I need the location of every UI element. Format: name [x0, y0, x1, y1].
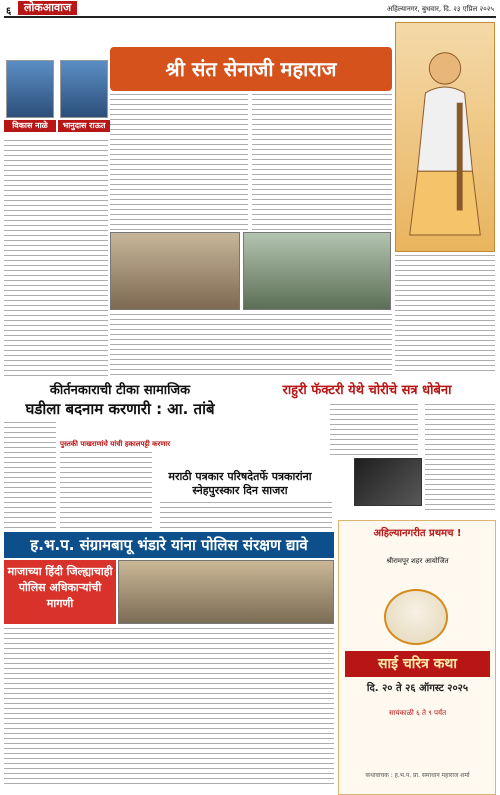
rahuri-text-2	[425, 404, 495, 514]
profile-photo-2	[60, 60, 108, 118]
mid-column-text-1	[110, 94, 248, 230]
ad-subtitle: श्रीरामपूर शहर आयोजित	[386, 557, 449, 565]
page-number: ६	[6, 6, 12, 17]
saint-figure-icon	[396, 23, 494, 251]
kirtan-kicker: कीर्तनकाराची टीका सामाजिक	[49, 383, 191, 398]
bottom-article-text	[4, 628, 334, 788]
rahuri-text-1	[330, 404, 418, 456]
mid-lower-text	[110, 314, 392, 378]
rahuri-headline: राहुरी फॅक्टरी येथे चोरीचे सत्र धोबेना	[282, 383, 452, 398]
kirtan-subhead: पुस्तकी पाखराणांचे यांची हकालपट्टी करणार	[60, 440, 171, 448]
page-header	[4, 2, 496, 18]
saint-illustration	[395, 22, 495, 252]
kirtan-headline: घडीला बदनाम करणारी : आ. तांबे	[25, 400, 215, 418]
masthead: लोकआवाज	[18, 1, 77, 15]
ad-time: सायंकाळी ६ ते ९ पर्यंत	[388, 709, 447, 717]
highlight-box: माजाच्या हिंदी जिल्ह्याचाही पोलिस अधिकाऱ्यांची मागणी	[4, 560, 116, 624]
big-headline: ह.भ.प. संग्रामबापू भंडारे यांना पोलिस संरक्षण द्यावे	[4, 532, 334, 558]
left-column-text	[4, 140, 108, 380]
event-photo-1	[110, 232, 240, 310]
crime-image	[354, 458, 422, 506]
profile-name-1: विकास नाळे	[4, 120, 56, 132]
kirtan-text-col2	[60, 452, 152, 530]
ad-footer: कथावाचक : ह.भ.प. प्रा. समाधान महाराज शर्मा	[365, 772, 470, 779]
ad-title: साई चरित्र कथा	[345, 651, 490, 677]
profile-photo-1	[6, 60, 54, 118]
marathi-text	[160, 502, 332, 530]
ad-dates: दि. २० ते २६ ऑगस्ट २०२५	[366, 683, 469, 694]
event-photo-2	[243, 232, 391, 310]
marathi-headline: मराठी पत्रकार परिषदेतर्फे पत्रकारांना स्नेहपुरस्कार दिन साजरा	[168, 470, 312, 497]
saint-banner: श्री संत सेनाजी महाराज	[110, 47, 392, 91]
group-photo	[118, 560, 334, 624]
profile-name-2: भानुदास राऊत	[58, 120, 110, 132]
dateline: अहिल्यानगर, बुधवार, दि. २३ एप्रिल २०२५	[386, 5, 494, 13]
sai-charitra-ad	[338, 520, 496, 795]
kirtan-text-col1	[4, 422, 56, 530]
ad-top-text: अहिल्यानगरीत प्रथमच !	[373, 528, 462, 539]
right-column-text	[395, 255, 495, 375]
mid-column-text-2	[252, 94, 392, 230]
saibaba-portrait	[384, 589, 448, 645]
